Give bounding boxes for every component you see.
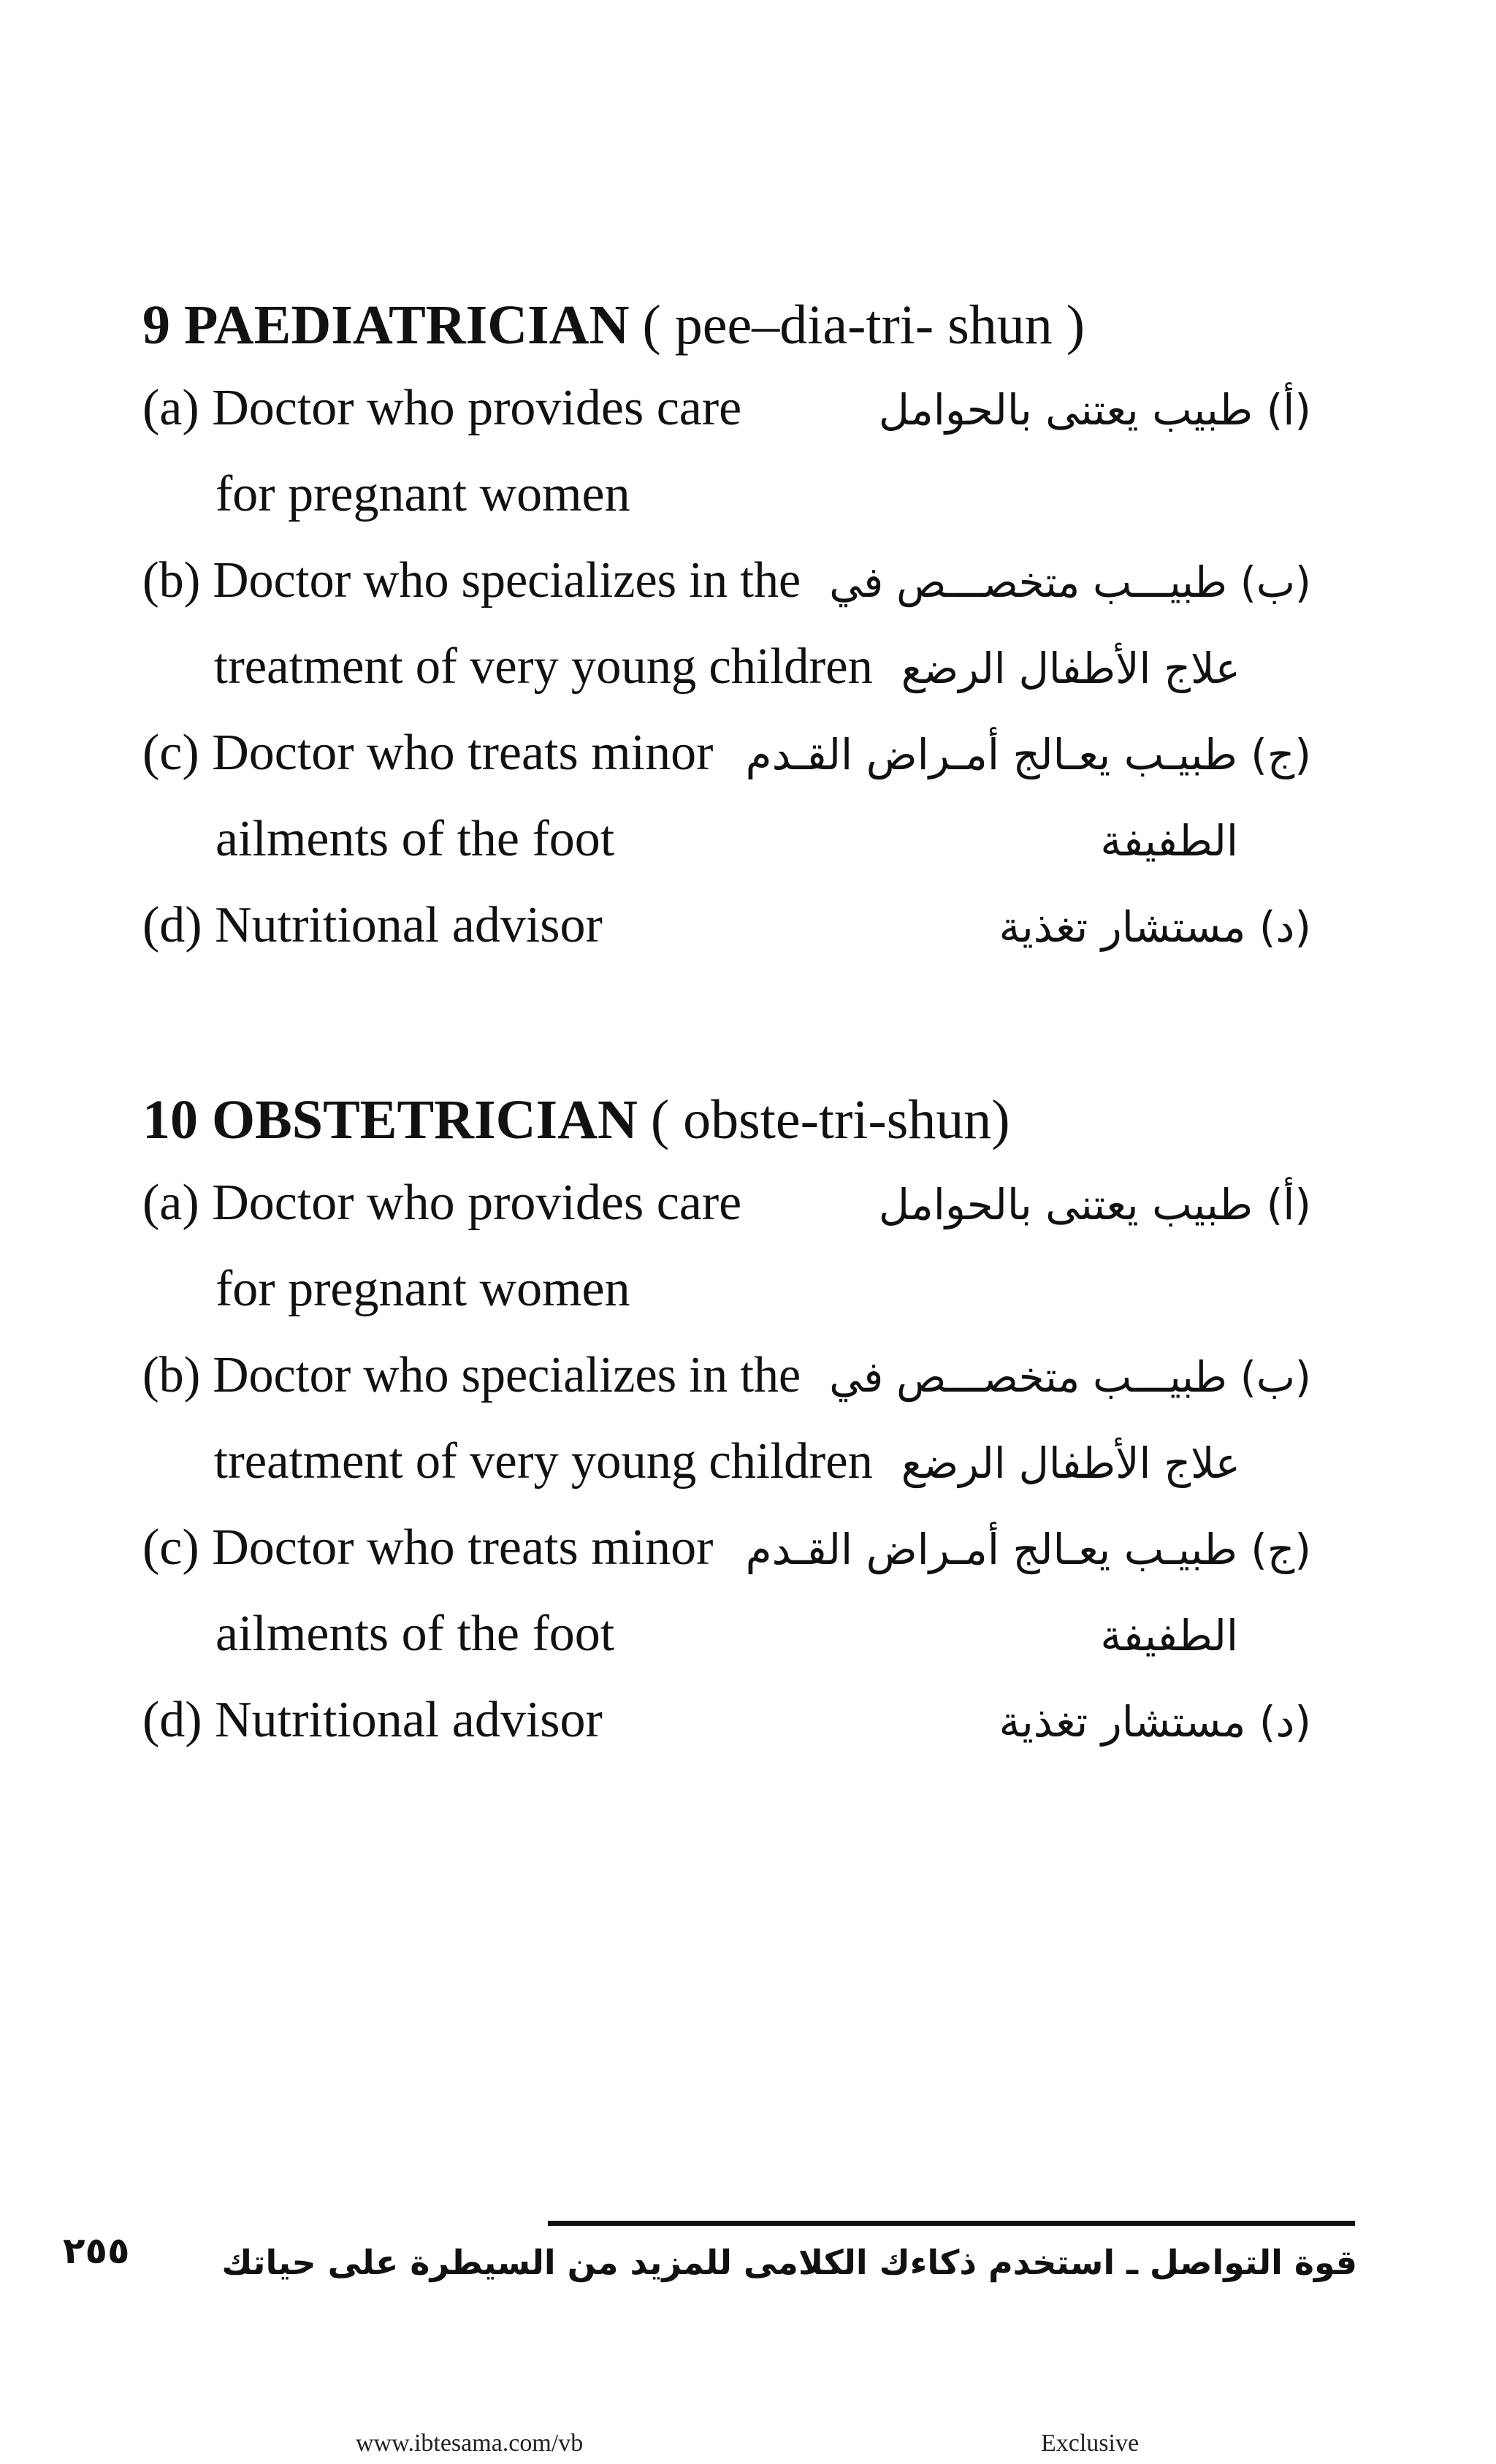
answer-option-b	[142, 538, 1311, 710]
footer-book-title: قوة التواصل ـ استخدم ذكاءك الكلامى للمزيد من السيطرة على حياتك	[221, 2243, 1357, 2282]
option-arabic-text: (د) مستشار تغذية	[999, 1697, 1311, 1747]
option-arabic-text: (ج) طبيـب يعـالج أمـراض القـدم	[745, 1525, 1311, 1574]
footer-divider	[548, 2221, 1355, 2226]
option-english-text: (a) Doctor who provides care	[142, 1175, 742, 1231]
option-english-continuation: treatment of very young children	[213, 638, 873, 695]
option-arabic-text: (أ) طبيب يعتنى بالحوامل	[878, 1180, 1311, 1229]
answer-option-a	[142, 365, 1311, 538]
vocabulary-entry-paediatrician	[142, 285, 1311, 969]
option-arabic-text: (ب) طبيـــب متخصـــص في	[829, 557, 1311, 607]
answer-option-d	[142, 882, 1311, 969]
scan-watermark-tag: Exclusive	[1041, 2430, 1140, 2457]
vocabulary-entry-obstetrician	[142, 1080, 1311, 1763]
option-arabic-text: (ج) طبيـب يعـالج أمـراض القـدم	[745, 730, 1311, 779]
option-english-continuation: for pregnant women	[215, 1261, 630, 1317]
option-english-text: (c) Doctor who treats minor	[142, 1519, 714, 1576]
entry-heading	[142, 1080, 1311, 1160]
answer-option-d	[142, 1677, 1311, 1763]
entry-pronunciation: ( obste-tri-shun)	[650, 1089, 1010, 1151]
option-english-text: (c) Doctor who treats minor	[142, 725, 714, 781]
option-english-text: (d) Nutritional advisor	[142, 897, 603, 953]
option-arabic-text: (د) مستشار تغذية	[999, 902, 1311, 952]
option-english-text: (d) Nutritional advisor	[142, 1692, 603, 1748]
entry-word: 10 OBSTETRICIAN	[142, 1089, 638, 1151]
entry-heading	[142, 285, 1311, 365]
answer-option-c	[142, 1505, 1311, 1677]
option-arabic-text: (أ) طبيب يعتنى بالحوامل	[878, 385, 1311, 435]
entry-word: 9 PAEDIATRICIAN	[142, 294, 630, 356]
scan-watermark-url: www.ibtesama.com/vb	[356, 2430, 584, 2457]
option-arabic-continuation: الطفيفة	[1100, 816, 1238, 866]
entry-pronunciation: ( pee–dia-tri- shun )	[642, 294, 1085, 356]
option-english-continuation: for pregnant women	[215, 466, 630, 522]
option-english-text: (b) Doctor who specializes in the	[142, 1347, 801, 1403]
option-english-text: (a) Doctor who provides care	[142, 380, 742, 436]
answer-option-b	[142, 1332, 1311, 1505]
option-arabic-text: (ب) طبيـــب متخصـــص في	[829, 1352, 1311, 1402]
option-english-text: (b) Doctor who specializes in the	[142, 552, 801, 609]
option-arabic-continuation: علاج الأطفال الرضع	[901, 1438, 1240, 1488]
answer-option-c	[142, 710, 1311, 882]
page-number: ٢٥٥	[63, 2230, 130, 2272]
option-english-continuation: ailments of the foot	[215, 1606, 615, 1662]
answer-option-a	[142, 1160, 1311, 1332]
option-arabic-continuation: الطفيفة	[1100, 1611, 1238, 1660]
option-english-continuation: treatment of very young children	[213, 1433, 873, 1490]
option-english-continuation: ailments of the foot	[215, 811, 615, 867]
option-arabic-continuation: علاج الأطفال الرضع	[901, 644, 1240, 693]
